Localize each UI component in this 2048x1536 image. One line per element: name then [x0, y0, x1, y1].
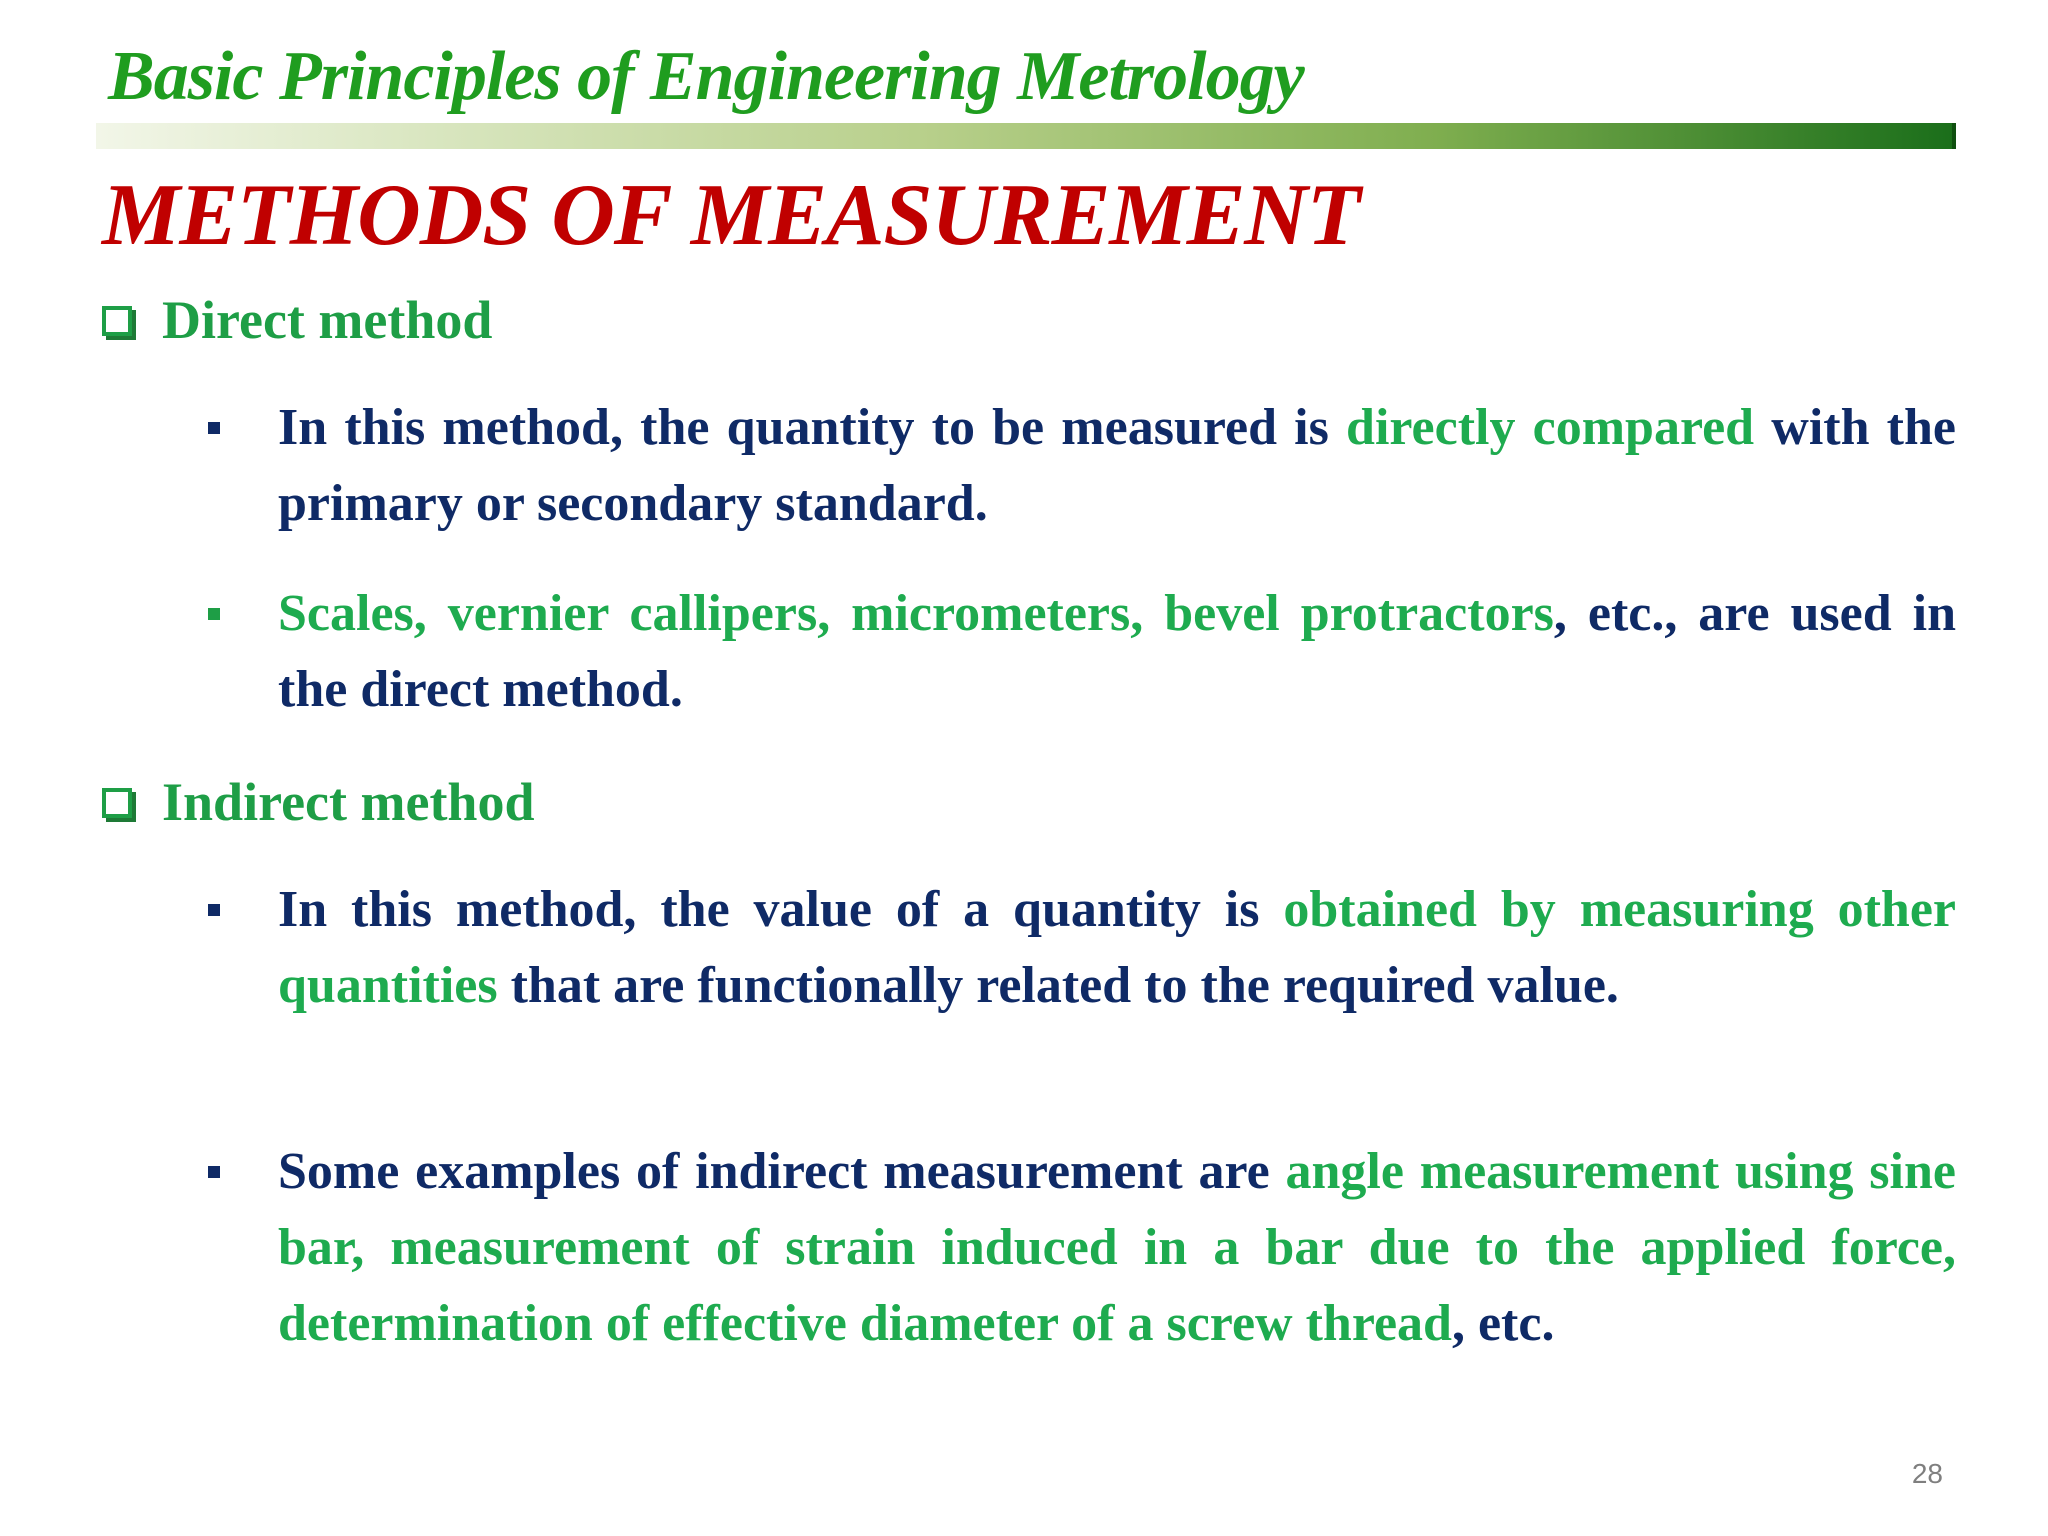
slide-heading: METHODS OF MEASUREMENT: [102, 167, 1360, 264]
bullet-paragraph: Scales, vernier callipers, micrometers, bevel protractors, etc., are used in the direct method.: [278, 585, 1956, 718]
bullet-paragraph: In this method, the value of a quantity is obtained by measuring other quantities that are functionally related to the required value.: [278, 881, 1957, 1014]
page-number: 28: [1911, 1458, 1943, 1489]
square-bullet-icon: [208, 608, 220, 620]
bullet-paragraph: In this method, the quantity to be measured is directly compared with the primary or secondary standard.: [278, 399, 1956, 532]
square-bullet-icon: [208, 904, 220, 916]
square-bullet-icon: [208, 1166, 220, 1178]
checkbox-bullet-icon: [102, 788, 132, 818]
header-gradient-bar: [96, 123, 1956, 149]
section-indirect-method: [102, 770, 535, 835]
section-direct-method: [102, 288, 492, 353]
bullet-paragraph: Some examples of indirect measurement are angle measurement using sine bar, measurement of strain induced in a bar due to the applied force, determination of effective diameter of a screw thread, etc.: [278, 1143, 1956, 1352]
section-title: Indirect method: [162, 772, 535, 832]
header-title: Basic Principles of Engineering Metrology: [108, 38, 1304, 115]
section-title: Direct method: [162, 290, 493, 350]
header-bar-end: [1952, 123, 1956, 149]
square-bullet-icon: [208, 422, 220, 434]
checkbox-bullet-icon: [102, 306, 132, 336]
